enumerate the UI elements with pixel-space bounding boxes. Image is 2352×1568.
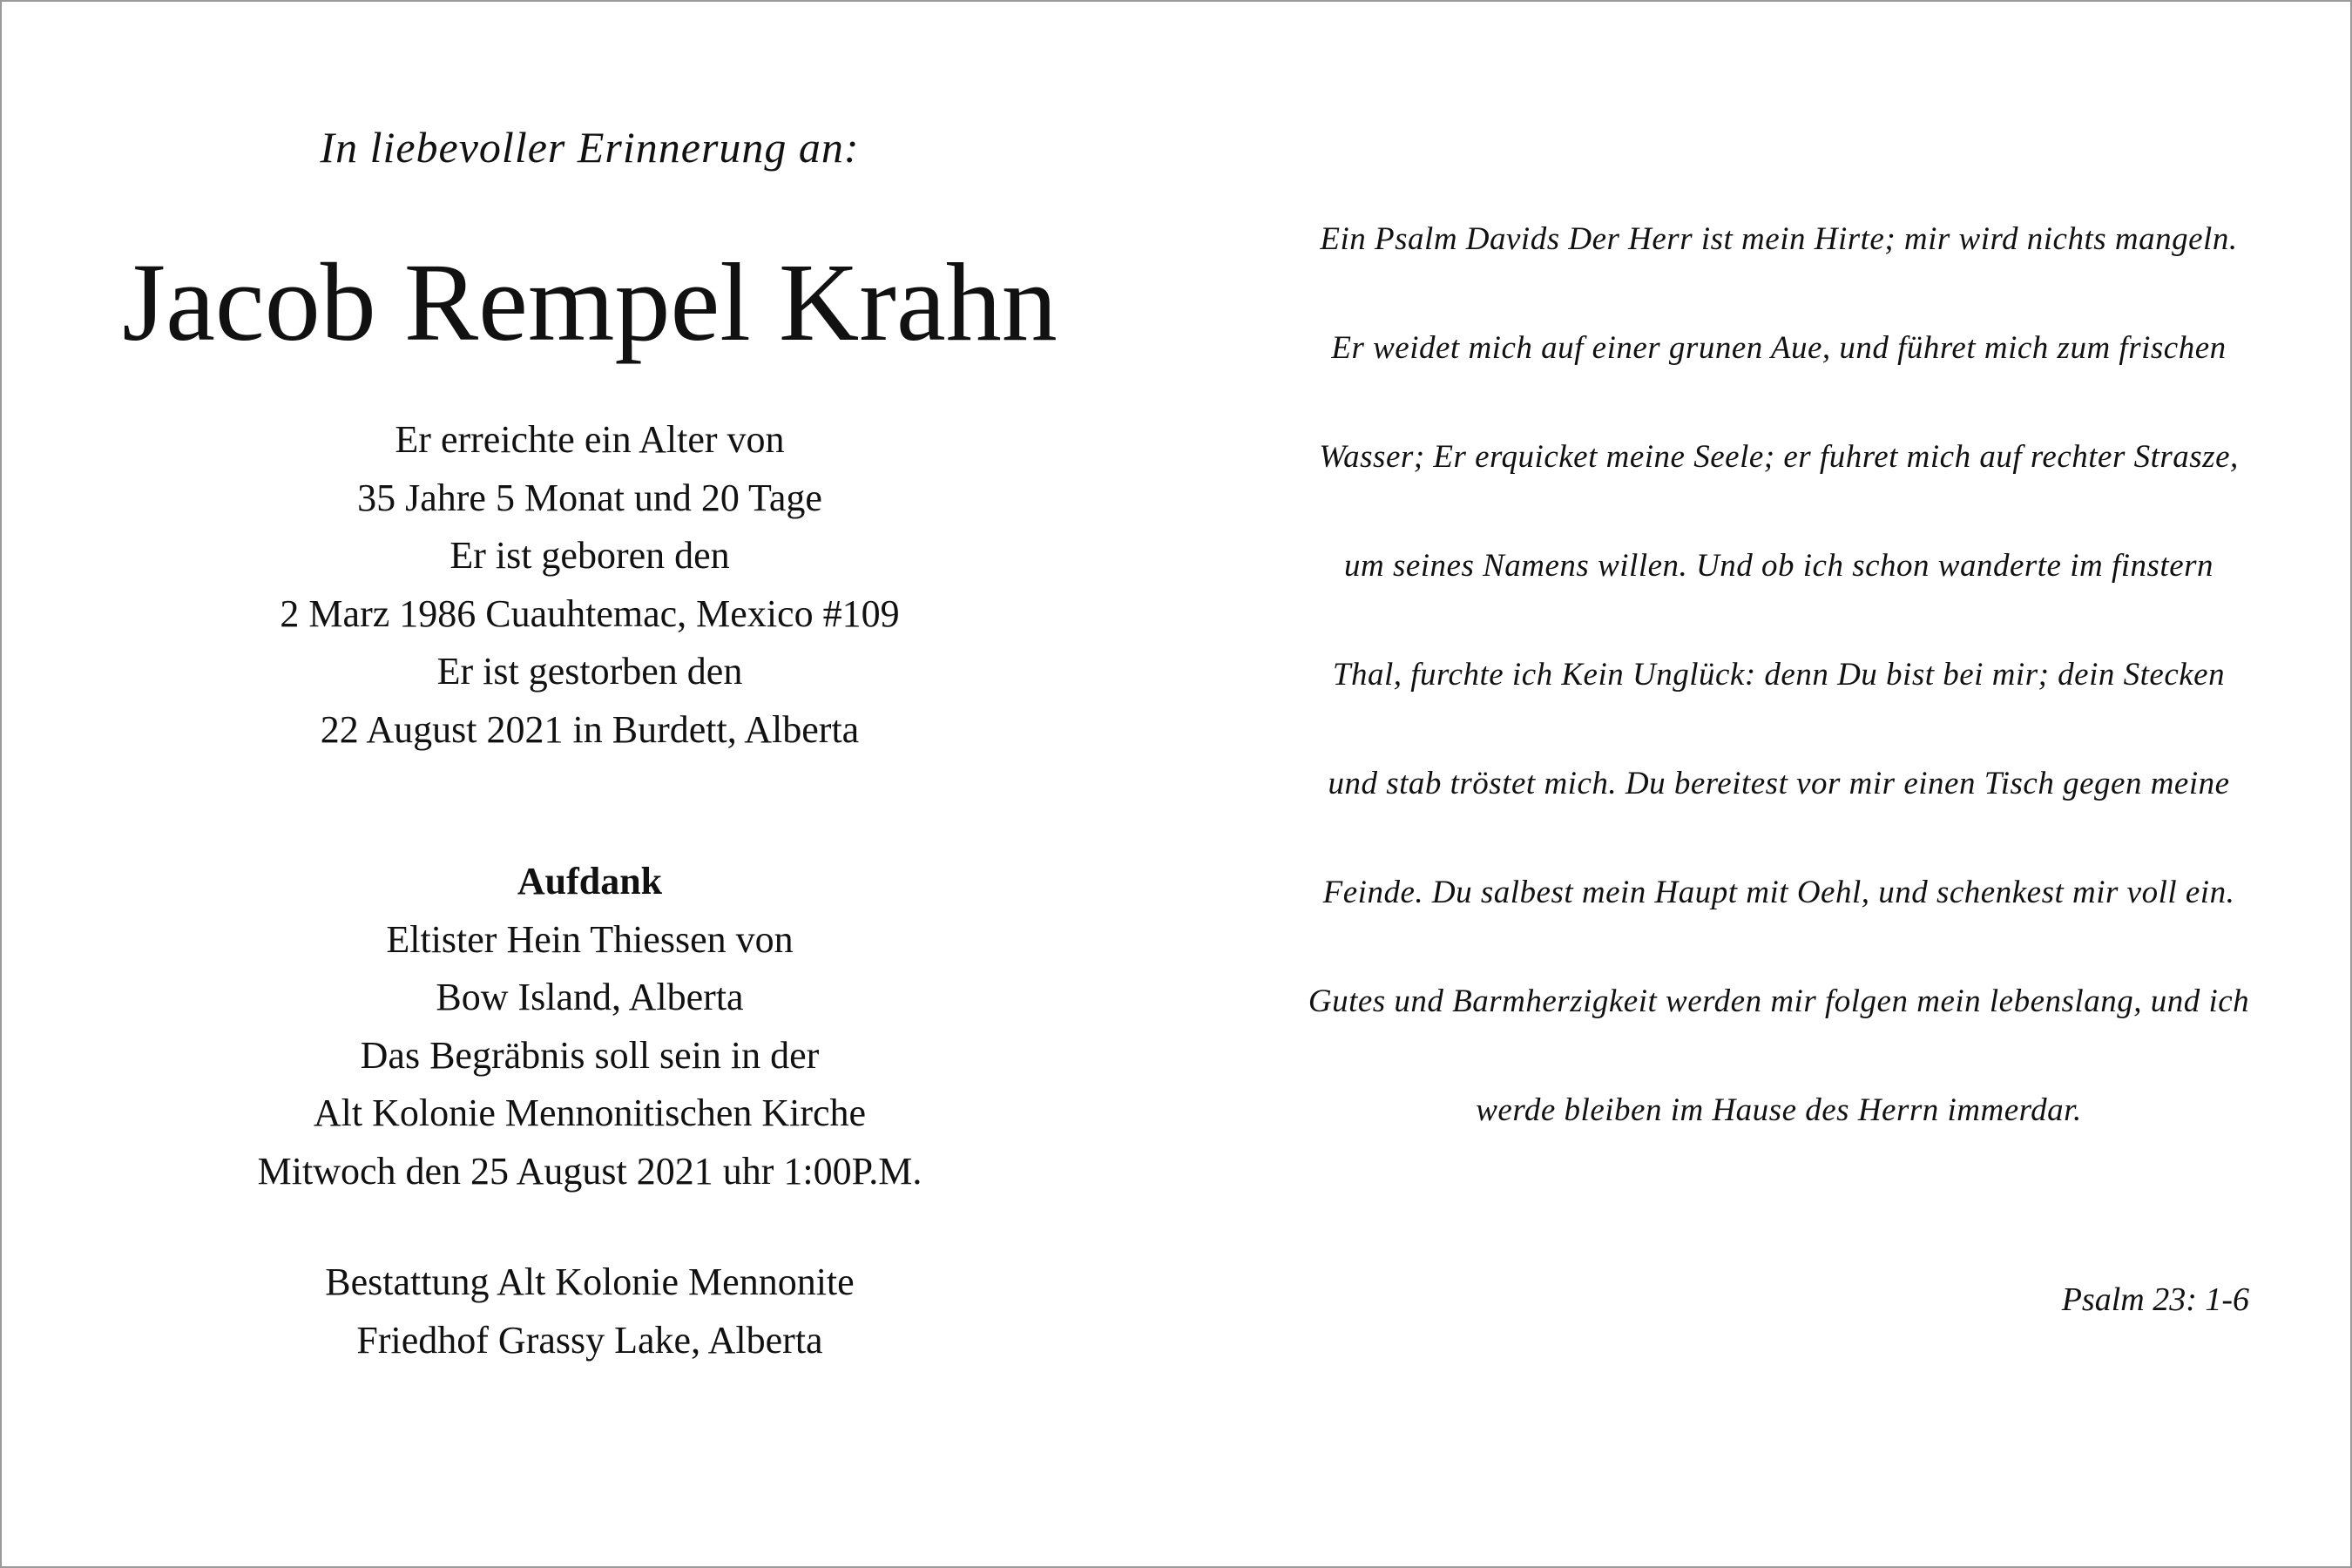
memorial-intro: In liebevoller Erinnerung an: [320,123,860,172]
life-line: Er ist gestorben den [436,650,743,693]
psalm-column [1239,2,2319,1566]
psalm-line: Wasser; Er erquicket meine Seele; er fuhret mich auf rechter Strasze, [1319,439,2239,475]
aufdank-line: Eltister Hein Thiessen von [386,917,794,961]
psalm-line: und stab tröstet mich. Du bereitest vor mir einen Tisch gegen meine [1328,766,2230,801]
memorial-details-column [2,2,1178,1566]
psalm-citation: Psalm 23: 1-6 [2061,1281,2249,1318]
psalm-line: werde bleiben im Hause des Herrn immerdar. [1476,1092,2082,1128]
aufdank-heading: Aufdank [517,860,663,902]
life-line: Er ist geboren den [449,534,730,577]
psalm-line: um seines Namens willen. Und ob ich schon wanderte im finstern [1343,548,2214,584]
psalm-line: Er weidet mich auf einer grunen Aue, und führet mich zum frischen [1331,330,2227,366]
aufdank-line: Alt Kolonie Mennonitischen Kirche [313,1092,867,1134]
psalm-line: Ein Psalm Davids Der Herr ist mein Hirte; mir wird nichts mangeln. [1320,221,2238,257]
psalm-line: Thal, furchte ich Kein Unglück: denn Du bist bei mir; dein Stecken [1332,657,2226,693]
life-line: Er erreichte ein Alter von [395,418,785,461]
psalm-line: Feinde. Du salbest mein Haupt mit Oehl, und schenkest mir voll ein. [1322,875,2235,910]
deceased-name: Jacob Rempel Krahn [122,240,1058,364]
life-line: 2 Marz 1986 Cuauhtemac, Mexico #109 [280,591,900,635]
psalm-text [1239,185,2319,1165]
burial-line: Friedhof Grassy Lake, Alberta [356,1318,823,1362]
aufdank-line: Das Begräbnis soll sein in der [360,1033,820,1077]
burial-line: Bestattung Alt Kolonie Mennonite [325,1260,855,1303]
aufdank-line: Bow Island, Alberta [436,976,744,1018]
burial-section [2,1254,1178,1369]
life-line: 22 August 2021 in Burdett, Alberta [320,707,860,751]
psalm-line: Gutes und Barmherzigkeit werden mir folgen mein lebenslang, und ich [1308,983,2250,1019]
aufdank-section [2,853,1178,1200]
life-details [2,411,1178,759]
life-line: 35 Jahre 5 Monat und 20 Tage [357,476,822,519]
aufdank-line: Mitwoch den 25 August 2021 uhr 1:00P.M. [257,1149,923,1193]
